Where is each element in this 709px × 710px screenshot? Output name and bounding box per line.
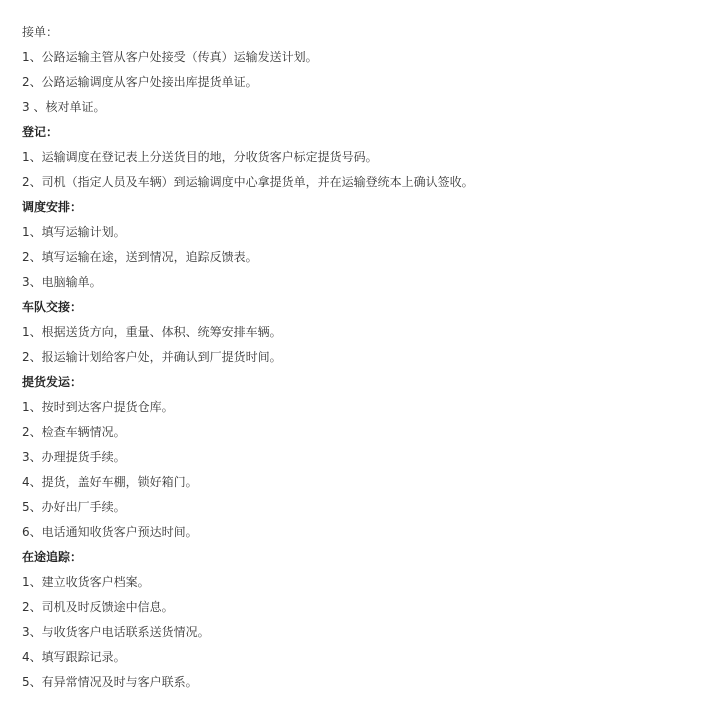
list-item: 4、提货，盖好车棚，锁好箱门。 — [22, 475, 198, 489]
list-item: 3、与收货客户电话联系送货情况。 — [22, 625, 210, 639]
document-body — [22, 22, 702, 697]
section-heading-fleet-handover: 车队交接： — [22, 300, 83, 314]
section-heading-in-transit-tracking: 在途追踪： — [22, 550, 83, 564]
list-item: 3 、核对单证。 — [22, 100, 106, 114]
section-heading-dispatch: 调度安排： — [22, 200, 83, 214]
section-heading-receive-order: 接单： — [22, 25, 59, 39]
list-item: 2、公路运输调度从客户处接出库提货单证。 — [22, 75, 258, 89]
list-item: 2、司机及时反馈途中信息。 — [22, 600, 174, 614]
list-item: 3、电脑输单。 — [22, 275, 102, 289]
list-item: 3、办理提货手续。 — [22, 450, 126, 464]
list-item: 2、报运输计划给客户处，并确认到厂提货时间。 — [22, 350, 282, 364]
list-item: 4、填写跟踪记录。 — [22, 650, 126, 664]
list-item: 1、公路运输主管从客户处接受（传真）运输发送计划。 — [22, 50, 318, 64]
list-item: 1、运输调度在登记表上分送货目的地，分收货客户标定提货号码。 — [22, 150, 378, 164]
list-item: 1、建立收货客户档案。 — [22, 575, 150, 589]
list-item: 5、有异常情况及时与客户联系。 — [22, 675, 198, 689]
section-heading-pickup-shipping: 提货发运： — [22, 375, 83, 389]
list-item: 2、检查车辆情况。 — [22, 425, 126, 439]
list-item: 5、办好出厂手续。 — [22, 500, 126, 514]
list-item: 2、填写运输在途，送到情况，追踪反馈表。 — [22, 250, 258, 264]
list-item: 6、电话通知收货客户预达时间。 — [22, 525, 198, 539]
list-item: 1、填写运输计划。 — [22, 225, 126, 239]
list-item: 1、根据送货方向，重量、体积、统筹安排车辆。 — [22, 325, 282, 339]
list-item: 1、按时到达客户提货仓库。 — [22, 400, 174, 414]
section-heading-register: 登记： — [22, 125, 59, 139]
list-item: 2、司机（指定人员及车辆）到运输调度中心拿提货单，并在运输登统本上确认签收。 — [22, 175, 474, 189]
